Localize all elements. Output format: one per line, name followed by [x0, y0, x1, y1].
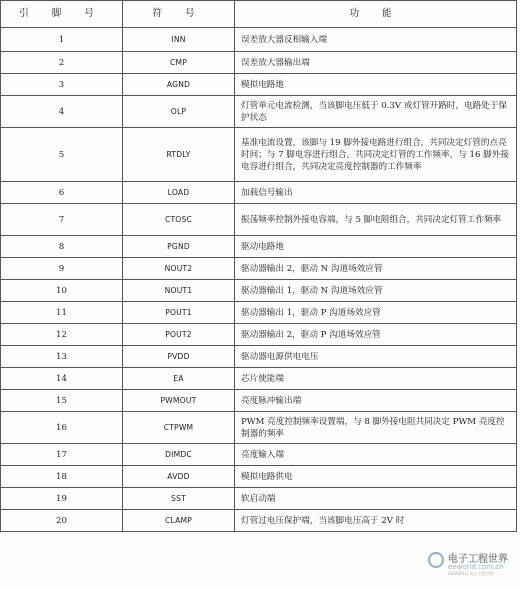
pin-symbol-cell: EA: [123, 368, 235, 390]
pin-number-cell: 18: [1, 466, 123, 488]
pin-number-cell: 14: [1, 368, 123, 390]
watermark-name: 电子工程世界: [448, 554, 508, 565]
pin-function-cell: 亮度脉冲输出端: [235, 390, 517, 412]
pin-number-cell: 4: [1, 96, 123, 128]
pin-function-cell: 驱动器电源供电电压: [235, 346, 517, 368]
pin-function-cell: 灯管过电压保护端，当该脚电压高于 2V 时: [235, 510, 517, 532]
table-row: [1, 390, 517, 412]
pin-symbol-cell: CLAMP: [123, 510, 235, 532]
table-row: [1, 488, 517, 510]
pin-symbol-cell: OLP: [123, 96, 235, 128]
pin-number-cell: 16: [1, 412, 123, 444]
pin-function-cell: 基准电流设置，该脚与 19 脚外接电路进行组合，共同决定灯管的点亮时间；与 7 脚电容进行组合，共同决定灯管的工作频率，与 16 脚外接电容进行组合，共同决定亮度控制器的工作频率: [235, 128, 517, 182]
pin-function-cell: 驱动器输出 1，驱动 N 沟道场效应管: [235, 280, 517, 302]
header-symbol: 符 号: [123, 1, 235, 28]
pin-function-cell: 模拟电路地: [235, 74, 517, 96]
table-row: [1, 510, 517, 532]
table-row: [1, 324, 517, 346]
pin-number-cell: 6: [1, 182, 123, 204]
pin-function-cell: 亮度输入端: [235, 444, 517, 466]
pin-number-cell: 12: [1, 324, 123, 346]
pin-symbol-cell: POUT1: [123, 302, 235, 324]
pin-number-cell: 1: [1, 28, 123, 52]
header-pin-number: 引 脚 号: [1, 1, 123, 28]
pin-function-cell: 芯片使能端: [235, 368, 517, 390]
table-header-row: [1, 1, 517, 28]
pin-function-cell: 误差放大器输出端: [235, 52, 517, 74]
eeworld-logo-icon: [428, 552, 444, 568]
pin-symbol-cell: NOUT1: [123, 280, 235, 302]
pin-symbol-cell: RTDLY: [123, 128, 235, 182]
pin-function-cell: 驱动器输出 1，驱动 P 沟道场效应管: [235, 302, 517, 324]
pin-function-cell: 驱动器输出 2，驱动 P 沟道场效应管: [235, 324, 517, 346]
table-row: [1, 52, 517, 74]
table-row: [1, 302, 517, 324]
pin-function-cell: 加载信号输出: [235, 182, 517, 204]
pin-function-cell: 驱动器输出 2，驱动 N 沟道场效应管: [235, 258, 517, 280]
pin-number-cell: 17: [1, 444, 123, 466]
pin-number-cell: 19: [1, 488, 123, 510]
pin-symbol-cell: CTPWM: [123, 412, 235, 444]
pin-number-cell: 3: [1, 74, 123, 96]
pin-number-cell: 20: [1, 510, 123, 532]
pin-number-cell: 7: [1, 204, 123, 236]
pin-symbol-cell: AGND: [123, 74, 235, 96]
pin-number-cell: 5: [1, 128, 123, 182]
pin-symbol-cell: INN: [123, 28, 235, 52]
pin-symbol-cell: AVDD: [123, 466, 235, 488]
watermark-tagline: EEWORLD 电子工程世界: [448, 571, 494, 576]
table-row: [1, 204, 517, 236]
pin-symbol-cell: PGND: [123, 236, 235, 258]
pin-symbol-cell: NOUT2: [123, 258, 235, 280]
pin-number-cell: 9: [1, 258, 123, 280]
table-row: [1, 28, 517, 52]
eeworld-watermark: [428, 548, 512, 578]
pin-number-cell: 2: [1, 52, 123, 74]
pin-symbol-cell: CTOSC: [123, 204, 235, 236]
pin-function-cell: 软启动端: [235, 488, 517, 510]
table-row: [1, 128, 517, 182]
table-row: [1, 368, 517, 390]
table-row: [1, 182, 517, 204]
pin-symbol-cell: POUT2: [123, 324, 235, 346]
pin-symbol-cell: PWMOUT: [123, 390, 235, 412]
table-row: [1, 444, 517, 466]
pin-function-cell: 误差放大器反相输入端: [235, 28, 517, 52]
pin-function-cell: 灯管单元电流检测，当该脚电压低于 0.3V 或灯管开路时，电路处于保护状态: [235, 96, 517, 128]
pin-number-cell: 15: [1, 390, 123, 412]
pin-function-cell: 振荡频率控制外接电容端，与 5 脚电阻组合，共同决定灯管工作频率: [235, 204, 517, 236]
table-row: [1, 280, 517, 302]
table-row: [1, 236, 517, 258]
pin-number-cell: 10: [1, 280, 123, 302]
pin-number-cell: 8: [1, 236, 123, 258]
pin-symbol-cell: CMP: [123, 52, 235, 74]
table-row: [1, 346, 517, 368]
table-row: [1, 412, 517, 444]
header-function: 功 能: [235, 1, 517, 28]
pin-symbol-cell: PVDD: [123, 346, 235, 368]
table-body: [1, 28, 517, 532]
table-row: [1, 258, 517, 280]
watermark-site: eeworld.com.cn: [448, 563, 504, 571]
pin-number-cell: 13: [1, 346, 123, 368]
pin-symbol-cell: DIMDC: [123, 444, 235, 466]
table-row: [1, 96, 517, 128]
pin-number-cell: 11: [1, 302, 123, 324]
pin-symbol-cell: SST: [123, 488, 235, 510]
pin-function-cell: 模拟电路供电: [235, 466, 517, 488]
pin-symbol-cell: LOAD: [123, 182, 235, 204]
pin-function-cell: PWM 亮度控制频率设置端，与 8 脚外接电阻共同决定 PWM 亮度控制器的频率: [235, 412, 517, 444]
pin-function-cell: 驱动电路地: [235, 236, 517, 258]
table-row: [1, 74, 517, 96]
table-row: [1, 466, 517, 488]
